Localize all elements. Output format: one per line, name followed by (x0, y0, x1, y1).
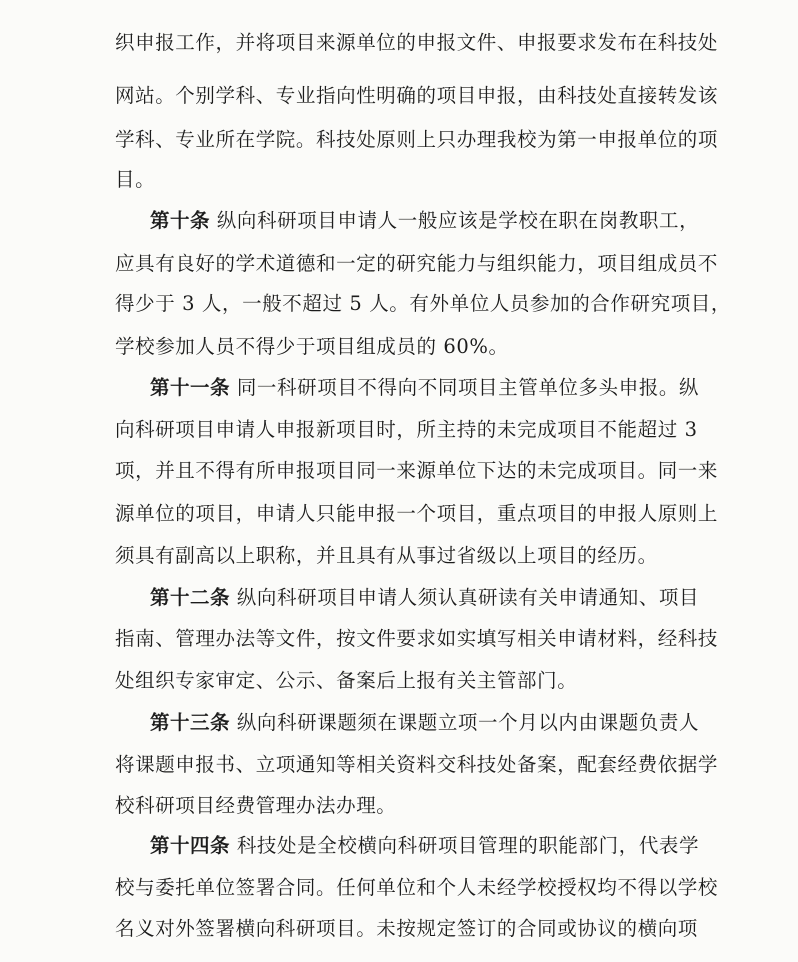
text-line: 应具有良好的学术道德和一定的研究能力与组织能力，项目组成员不 (115, 252, 719, 275)
text-line: 科技处是全校横向科研项目管理的职能部门，代表学 (236, 834, 700, 857)
text-line: 织申报工作，并将项目来源单位的申报文件、申报要求发布在科技处 (115, 31, 719, 54)
text-line: 校科研项目经费管理办法办理。 (115, 794, 397, 817)
text-line: 纵向科研项目申请人一般应该是学校在职在岗教职工， (216, 209, 700, 232)
text-line: 学校参加人员不得少于项目组成员的 60%。 (115, 335, 509, 358)
text-line: 学科、专业所在学院。科技处原则上只办理我校为第一申报单位的项 (115, 128, 719, 151)
article-label: 第十二条 (150, 586, 231, 609)
article-11-first-line (150, 376, 699, 400)
text-line: 向科研项目申请人申报新项目时，所主持的未完成项目不能超过 3 (115, 418, 698, 441)
text-line: 指南、管理办法等文件，按文件要求如实填写相关申请材料，经科技 (115, 627, 719, 650)
text-line: 将课题申报书、立项通知等相关资料交科技处备案，配套经费依据学 (115, 753, 719, 776)
text-line: 处组织专家审定、公示、备案后上报有关主管部门。 (115, 669, 578, 692)
article-label: 第十四条 (150, 834, 231, 857)
text-line: 得少于 3 人，一般不超过 5 人。有外单位人员参加的合作研究项目， (115, 292, 732, 315)
text-line: 须具有副高以上职称，并且具有从事过省级以上项目的经历。 (115, 544, 658, 567)
article-14-first-line (150, 834, 699, 858)
article-label: 第十一条 (150, 376, 231, 399)
article-12-first-line (150, 586, 699, 610)
text-line: 校与委托单位签署合同。任何单位和个人未经学校授权均不得以学校 (115, 876, 719, 899)
text-line: 源单位的项目，申请人只能申报一个项目，重点项目的申报人原则上 (115, 502, 719, 525)
text-line: 纵向科研项目申请人须认真研读有关申请通知、项目 (236, 586, 700, 609)
text-line: 网站。个别学科、专业指向性明确的项目申报，由科技处直接转发该 (115, 84, 719, 107)
article-10-first-line (150, 209, 699, 233)
article-13-first-line (150, 711, 699, 735)
text-line: 同一科研项目不得向不同项目主管单位多头申报。纵 (236, 376, 700, 399)
text-line: 项，并且不得有所申报项目同一来源单位下达的未完成项目。同一来 (115, 459, 719, 482)
text-line: 名义对外签署横向科研项目。未按规定签订的合同或协议的横向项 (115, 917, 698, 940)
article-label: 第十三条 (150, 711, 231, 734)
text-line: 目。 (115, 168, 156, 191)
article-label: 第十条 (150, 209, 211, 232)
text-line: 纵向科研课题须在课题立项一个月以内由课题负责人 (236, 711, 700, 734)
